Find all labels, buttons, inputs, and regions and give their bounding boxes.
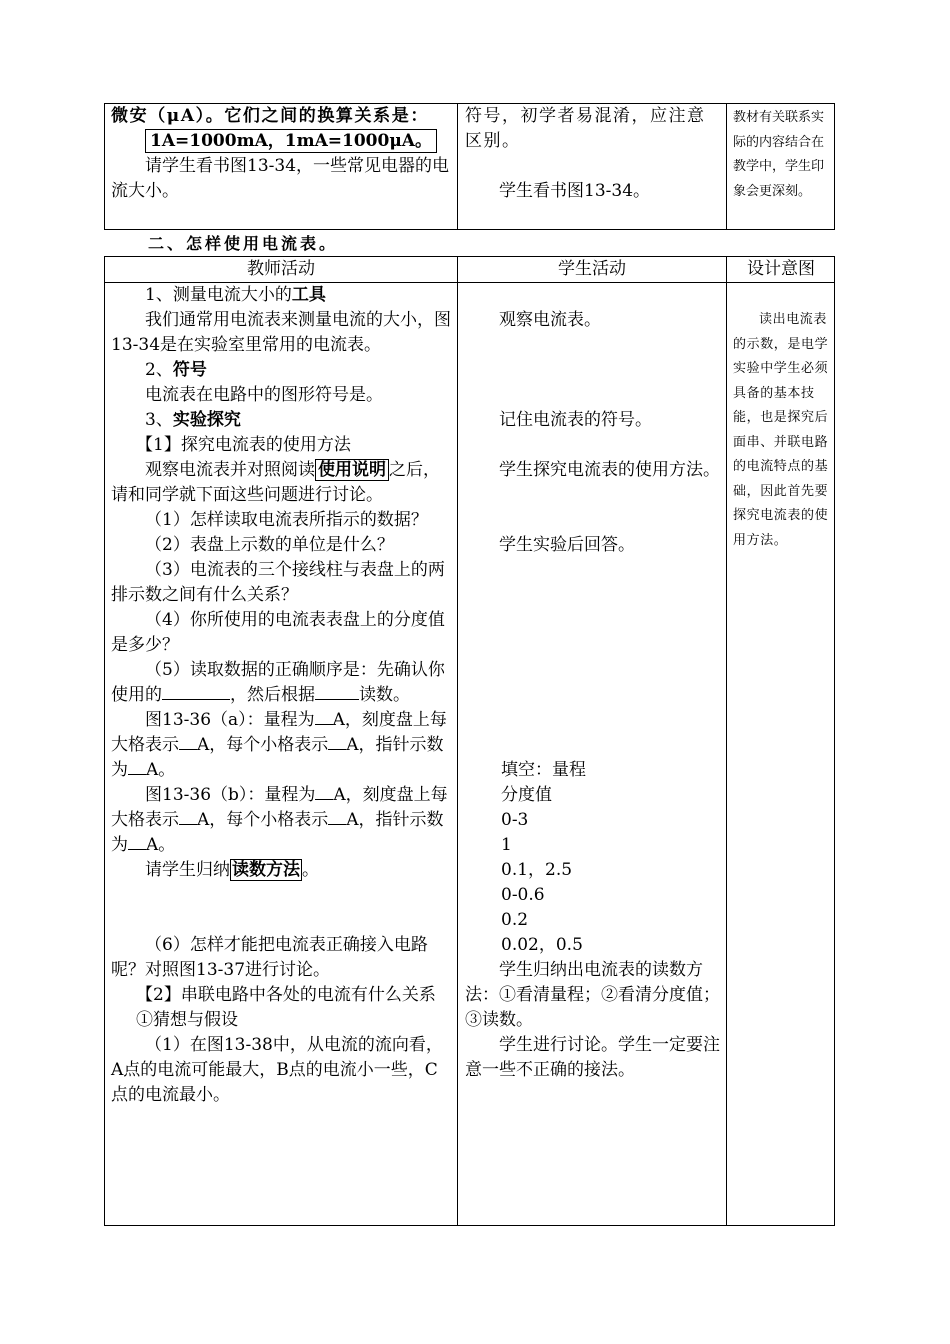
fill-item: 1 [501, 835, 512, 855]
header-design: 设计意图 [747, 259, 815, 279]
question-2: （2）表盘上示数的单位是什么？ [145, 535, 394, 555]
blank-line [162, 699, 230, 700]
teacher-subsection-2: 【2】串联电路中各处的电流有什么关系 [136, 985, 436, 1005]
top-teacher-line2: 请学生看书图13-34，一些常见电器的电流大小。 [111, 156, 450, 201]
question-3: （3）电流表的三个接线柱与表盘上的两排示数之间有什么关系？ [111, 560, 445, 605]
fill-item: 0-3 [501, 810, 529, 830]
question-1: （1）怎样读取电流表所指示的数据？ [145, 510, 428, 530]
top-teacher-cell [111, 104, 451, 204]
blank-line [315, 699, 359, 700]
fill-item: 分度值 [501, 785, 552, 805]
teacher-heading-1: 1、测量电流大小的工具 [145, 285, 326, 305]
teacher-heading-2: 2、符号 [145, 360, 207, 380]
top-design-text: 教材有关联系实际的内容结合在教学中，学生印象会更深刻。 [733, 110, 825, 199]
teacher-para-3: 观察电流表并对照阅读 使用说明 之后，请和同学就下面这些问题进行讨论。 [111, 460, 440, 505]
top-table-divider-2 [726, 103, 727, 230]
student-answer-3: 学生探究电流表的使用方法。 [499, 460, 720, 480]
student-answer-4: 学生实验后回答。 [499, 535, 635, 555]
student-answer-2: 记住电流表的符号。 [499, 410, 652, 430]
fill-item: 0.02，0.5 [501, 935, 583, 955]
header-teacher: 教师活动 [247, 259, 315, 279]
summarize-reading: 请学生归纳 读数方法 。 [145, 860, 319, 880]
main-teacher-cell [111, 283, 451, 1108]
teacher-para-2: 电流表在电路中的图形符号是。 [145, 385, 383, 405]
fill-item: 0-0.6 [501, 885, 545, 905]
fill-item: 0.1，2.5 [501, 860, 573, 880]
fill-in-answers [465, 758, 720, 958]
student-answer-5: 学生归纳出电流表的读数方法：①看清量程；②看清分度值；③读数。 [465, 960, 720, 1030]
main-design-cell [733, 308, 829, 553]
top-student-cell [465, 104, 720, 204]
question-5: （5）读取数据的正确顺序是：先确认你使用的 ，然后根据 读数。 [111, 660, 445, 705]
student-answer-1: 观察电流表。 [499, 310, 601, 330]
top-student-line2: 学生看书图13-34。 [499, 181, 651, 201]
hypothesis-para: （1）在图13-38中，从电流的流向看，A点的电流可能最大，B点的电流小一些，C点的电流最小。 [111, 1035, 443, 1105]
section-heading: 二、怎样使用电流表。 [148, 234, 339, 253]
top-teacher-line1: 微安（μA）。它们之间的换算关系是： [111, 106, 429, 126]
main-student-cell [465, 308, 720, 1083]
question-6: （6）怎样才能把电流表正确接入电路呢？对照图13-37进行讨论。 [111, 935, 428, 980]
fill-item: 0.2 [501, 910, 529, 930]
question-4: （4）你所使用的电流表表盘上的分度值是多少？ [111, 610, 445, 655]
top-student-line1: 符号，初学者易混淆，应注意区别。 [465, 106, 706, 151]
teacher-para-1: 我们通常用电流表来测量电流的大小，图13-34是在实验室里常用的电流表。 [111, 310, 451, 355]
main-table-divider-2 [726, 256, 727, 1226]
figure-a-exercise: 图13-36（a）：量程为 A，刻度盘上每大格表示 A，每个小格表示 A，指针示数为 A。 [111, 710, 447, 780]
fill-item: 填空：量程 [501, 760, 586, 780]
design-text: 读出电流表的示数，是电学实验中学生必须具备的基本技能，也是探究后面串、并联电路的电流特点的基础，因此首先要探究电流表的使用方法。 [733, 312, 829, 548]
top-design-cell [733, 106, 829, 204]
header-student: 学生活动 [558, 259, 626, 279]
main-table-divider-1 [457, 256, 458, 1226]
figure-b-exercise: 图13-36（b）：量程为 A，刻度盘上每大格表示 A，每个小格表示 A，指针示数为 A。 [111, 785, 448, 855]
conversion-formula: 1A=1000mA，1mA=1000μA。 [145, 129, 437, 153]
teacher-subsection-1: 【1】探究电流表的使用方法 [136, 435, 351, 455]
teacher-heading-3: 3、实验探究 [145, 410, 241, 430]
top-table-divider-1 [457, 103, 458, 230]
hypothesis-heading: ①猜想与假设 [136, 1010, 238, 1030]
student-answer-6: 学生进行讨论。学生一定要注意一些不正确的接法。 [465, 1035, 720, 1080]
